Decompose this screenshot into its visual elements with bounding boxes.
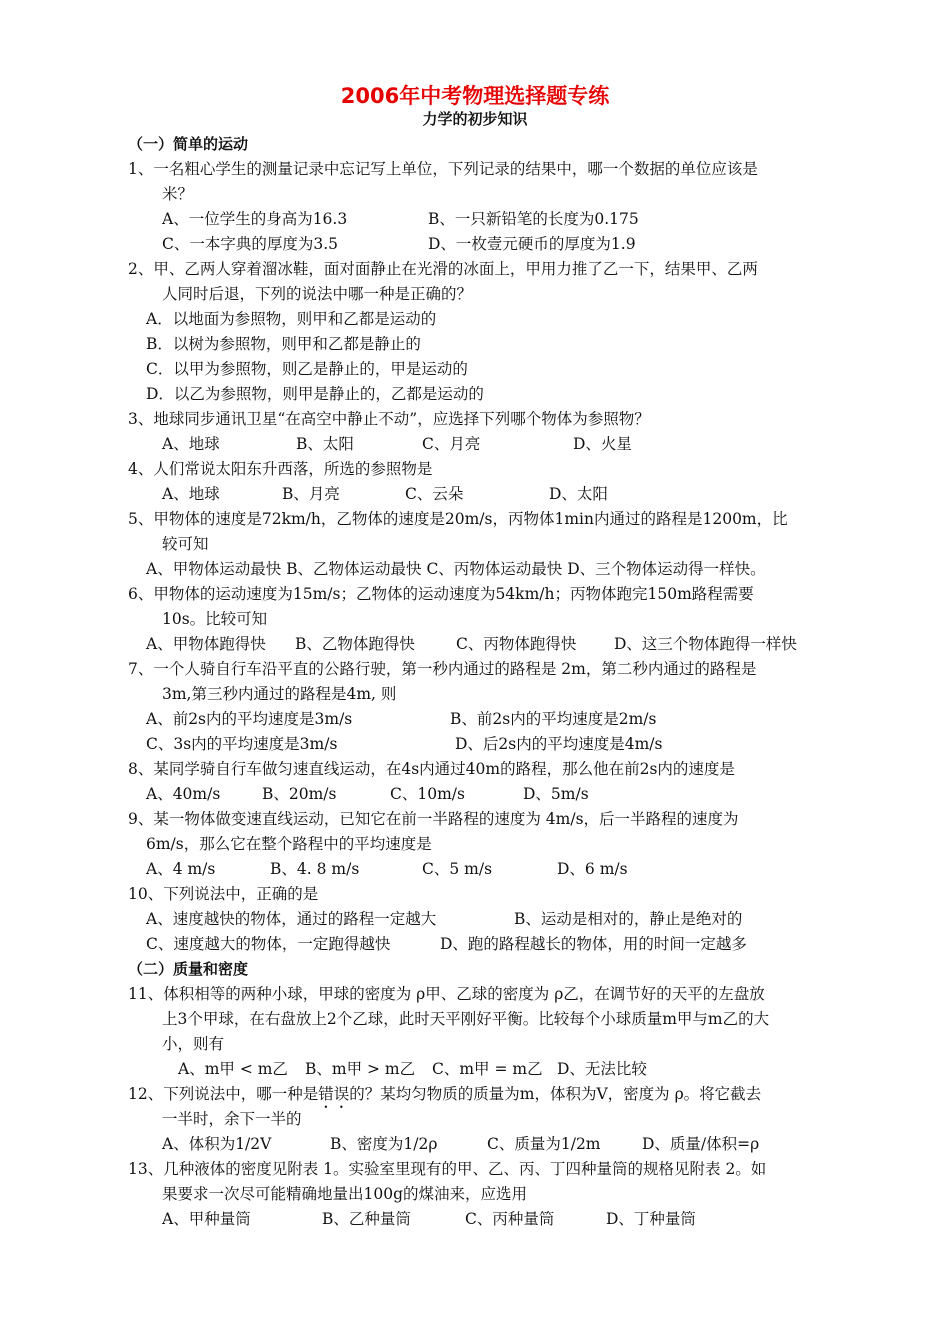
question-13-option-d: D、丁种量筒	[606, 1210, 696, 1228]
question-8-option-c: C、10m/s	[390, 785, 465, 803]
question-11-option-b: B、m甲 > m乙	[305, 1060, 416, 1078]
question-9-stem: 9、某一物体做变速直线运动，已知它在前一半路程的速度为 4m/s，后一半路程的速度为	[128, 810, 739, 828]
question-11-stem: 11、体积相等的两种小球，甲球的密度为 ρ甲、乙球的密度为 ρ乙，在调节好的天平的左盘放	[128, 985, 765, 1003]
question-12-stem-end: 的？某均匀物质的质量为m，体积为V，密度为 ρ。将它截去	[349, 1085, 762, 1103]
question-1-option-a: A、一位学生的身高为16.3	[162, 210, 348, 228]
question-1-option-d: D、一枚壹元硬币的厚度为1.9	[428, 235, 636, 253]
question-11-stem-cont: 上3个甲球，在右盘放上2个乙球，此时天平刚好平衡。比较每个小球质量m甲与m乙的大	[162, 1010, 770, 1028]
question-9-stem-cont: 6m/s，那么它在整个路程中的平均速度是	[146, 835, 432, 853]
question-13-stem: 13、几种液体的密度见附表 1。实验室里现有的甲、乙、丙、丁四种量筒的规格见附表 2。如	[128, 1160, 767, 1178]
question-10-stem: 10、下列说法中，正确的是	[128, 885, 319, 903]
question-7-stem-cont: 3m,第三秒内通过的路程是4m, 则	[162, 685, 397, 703]
question-9-option-b: B、4. 8 m/s	[270, 860, 360, 878]
question-2-option-a: A．以地面为参照物，则甲和乙都是运动的	[146, 310, 437, 328]
question-5-options: A、甲物体运动最快 B、乙物体运动最快 C、丙物体运动最快 D、三个物体运动得一样快。	[146, 560, 766, 578]
question-5-stem-cont: 较可知	[162, 535, 209, 553]
question-11-option-a: A、m甲 < m乙	[178, 1060, 288, 1078]
question-12-stem	[128, 1084, 761, 1112]
question-5-stem: 5、甲物体的速度是72km/h，乙物体的速度是20m/s，丙物体1min内通过的路程是1200m，比	[128, 510, 788, 528]
question-2-option-d: D．以乙为参照物，则甲是静止的，乙都是运动的	[146, 385, 484, 403]
question-10-option-b: B、运动是相对的，静止是绝对的	[514, 910, 743, 928]
question-7-option-a: A、前2s内的平均速度是3m/s	[146, 710, 353, 728]
question-11-option-d: D、无法比较	[557, 1060, 647, 1078]
question-1-option-c: C、一本字典的厚度为3.5	[162, 235, 339, 253]
document-title: 2006年中考物理选择题专练	[340, 84, 610, 108]
question-12-emphasis: 错误	[318, 1085, 350, 1103]
question-10-option-d: D、跑的路程越长的物体，用的时间一定越多	[440, 935, 747, 953]
question-8-option-a: A、40m/s	[146, 785, 221, 803]
question-9-option-a: A、4 m/s	[146, 860, 216, 878]
question-9-option-c: C、5 m/s	[422, 860, 493, 878]
question-4-option-b: B、月亮	[282, 485, 340, 503]
section-heading-mass-density: （二）质量和密度	[128, 960, 249, 978]
question-1-stem-cont: 米？	[162, 185, 194, 203]
question-12-option-a: A、体积为1/2V	[162, 1135, 272, 1153]
question-6-stem: 6、甲物体的运动速度为15m/s；乙物体的运动速度为54km/h；丙物体跑完150m路程需要	[128, 585, 754, 603]
question-6-option-b: B、乙物体跑得快	[295, 635, 415, 653]
question-6-option-d: D、这三个物体跑得一样快	[614, 635, 797, 653]
question-3-option-b: B、太阳	[296, 435, 354, 453]
question-3-option-d: D、火星	[573, 435, 632, 453]
question-12-option-c: C、质量为1/2m	[487, 1135, 601, 1153]
question-13-option-b: B、乙种量筒	[322, 1210, 411, 1228]
question-6-option-a: A、甲物体跑得快	[146, 635, 266, 653]
question-6-option-c: C、丙物体跑得快	[456, 635, 577, 653]
question-2-option-c: C．以甲为参照物，则乙是静止的，甲是运动的	[146, 360, 468, 378]
question-7-option-b: B、前2s内的平均速度是2m/s	[450, 710, 657, 728]
question-7-option-c: C、3s内的平均速度是3m/s	[146, 735, 338, 753]
question-2-option-b: B．以树为参照物，则甲和乙都是静止的	[146, 335, 421, 353]
question-8-stem: 8、某同学骑自行车做匀速直线运动，在4s内通过40m的路程，那么他在前2s内的速度是	[128, 760, 735, 778]
question-4-option-c: C、云朵	[405, 485, 464, 503]
question-12-stem-start: 12、下列说法中，哪一种是	[128, 1085, 319, 1103]
question-10-option-a: A、速度越快的物体，通过的路程一定越大	[146, 910, 437, 928]
question-2-stem-cont: 人同时后退，下列的说法中哪一种是正确的？	[162, 285, 473, 303]
question-2-stem: 2、甲、乙两人穿着溜冰鞋，面对面静止在光滑的冰面上，甲用力推了乙一下，结果甲、乙两	[128, 260, 758, 278]
question-8-option-d: D、5m/s	[523, 785, 589, 803]
question-3-option-a: A、地球	[162, 435, 220, 453]
question-7-stem: 7、一个人骑自行车沿平直的公路行驶，第一秒内通过的路程是 2m，第二秒内通过的路程是	[128, 660, 757, 678]
question-13-stem-cont: 果要求一次尽可能精确地量出100g的煤油来，应选用	[162, 1185, 528, 1203]
question-3-stem: 3、地球同步通讯卫星“在高空中静止不动”，应选择下列哪个物体为参照物？	[128, 410, 650, 428]
question-4-stem: 4、人们常说太阳东升西落，所选的参照物是	[128, 460, 433, 478]
question-12-option-b: B、密度为1/2ρ	[330, 1135, 438, 1153]
question-4-option-a: A、地球	[162, 485, 220, 503]
question-10-option-c: C、速度越大的物体，一定跑得越快	[146, 935, 391, 953]
question-13-option-c: C、丙种量筒	[465, 1210, 555, 1228]
question-7-option-d: D、后2s内的平均速度是4m/s	[455, 735, 663, 753]
question-13-option-a: A、甲种量筒	[162, 1210, 251, 1228]
question-6-stem-cont: 10s。比较可知	[162, 610, 268, 628]
question-4-option-d: D、太阳	[549, 485, 608, 503]
question-1-option-b: B、一只新铅笔的长度为0.175	[428, 210, 639, 228]
question-9-option-d: D、6 m/s	[557, 860, 628, 878]
question-1-stem: 1、一名粗心学生的测量记录中忘记写上单位，下列记录的结果中，哪一个数据的单位应该是	[128, 160, 758, 178]
question-3-option-c: C、月亮	[422, 435, 481, 453]
question-8-option-b: B、20m/s	[262, 785, 337, 803]
document-subtitle: 力学的初步知识	[422, 110, 528, 128]
section-heading-motion: （一）简单的运动	[128, 135, 249, 153]
question-11-option-c: C、m甲 = m乙	[432, 1060, 543, 1078]
question-12-option-d: D、质量/体积=ρ	[642, 1135, 760, 1153]
question-12-stem-cont: 一半时，余下一半的	[162, 1110, 302, 1128]
question-11-stem-cont2: 小，则有	[162, 1035, 225, 1053]
